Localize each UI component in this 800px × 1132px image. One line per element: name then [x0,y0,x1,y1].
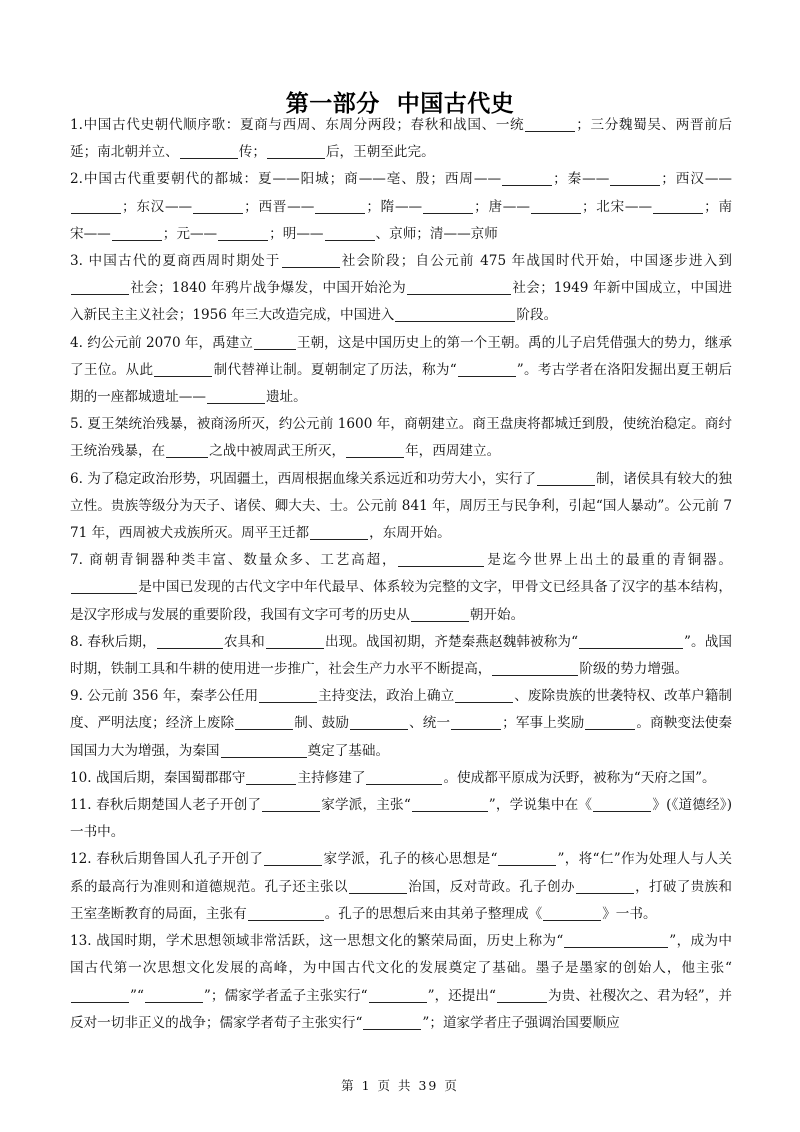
q2-seg-1: ；秦—— [553,171,610,188]
q9-seg-6: 。商鞅变法使秦国国力大为增强，为秦国 [70,715,733,759]
q10-blank-2[interactable] [366,769,442,785]
q12-blank-2[interactable] [498,850,556,866]
q2-seg-3: ；东汉—— [122,198,193,215]
q3-seg-2: 社会；1840 年鸦片战争爆发，中国开始沦为 [130,280,407,297]
q13-seg-3: ”；儒家学者孟子主张实行“ [203,987,368,1004]
q2-blank-5[interactable] [315,198,365,214]
q4-blank-1[interactable] [254,334,296,350]
question-item-6 [70,466,732,548]
q9-seg-4: 、统一 [409,715,451,732]
q13-blank-5[interactable] [497,987,547,1003]
q2-seg-4: ；西晋—— [244,198,315,215]
q4-seg-4: 遗址。 [265,389,307,406]
q2-seg-8: ；南宋—— [70,198,733,242]
q4-blank-4[interactable] [207,388,265,404]
q2-blank-8[interactable] [653,198,703,214]
q11-seg-1: 家学派，主张“ [321,797,411,814]
q1-seg-0: 1.中国古代史朝代顺序歌：夏商与西周、东周分两段；春秋和战国、一统 [70,117,525,133]
q6-blank-2[interactable] [310,524,368,540]
q12-seg-4: ，打破了贵族和王室垄断教育的局面，主张有 [70,878,733,922]
q2-seg-10: ；明—— [269,225,324,242]
q11-seg-3: 》(《道德经》) 一书中。 [70,797,732,841]
q7-blank-2[interactable] [71,578,137,594]
q1-blank-1[interactable] [525,116,575,132]
q12-seg-5: 。孔子的思想后来由其弟子整理成《 [324,905,543,922]
q4-blank-2[interactable] [154,361,212,377]
q4-seg-2: 制代替禅让制。夏朝制定了历法，称为“ [213,361,457,378]
q2-blank-10[interactable] [218,225,268,241]
q13-seg-0: 13. 战国时期，学术思想领域非常活跃，这一思想文化的繁荣局面，历史上称为“ [70,933,564,950]
q9-blank-2[interactable] [455,687,513,703]
q9-seg-3: 制、鼓励 [294,715,350,732]
q7-seg-0: 7. 商朝青铜器种类丰富、数量众多、工艺高超， [70,552,398,569]
q12-seg-3: 治国，反对苛政。孔子创办 [407,878,575,895]
q2-blank-1[interactable] [502,170,552,186]
q3-seg-4: 阶段。 [516,307,558,324]
q2-blank-2[interactable] [610,170,660,186]
question-item-1 [70,112,732,166]
q10-blank-1[interactable] [246,769,296,785]
q12-seg-2: ”，将“仁”作为处理人与人关系的最高行为准则和道德规范。孔子还主张以 [70,851,732,895]
page-footer: 第 1 页 共 39 页 [341,1078,459,1093]
q2-blank-3[interactable] [71,198,121,214]
q5-blank-1[interactable] [166,442,208,458]
q2-seg-9: ；元—— [162,225,218,242]
q6-seg-0: 6. 为了稳定政治形势，巩固疆土，西周根据血缘关系远近和功劳大小，实行了 [70,470,537,487]
q11-blank-2[interactable] [412,796,488,812]
question-item-11 [70,792,732,846]
q1-seg-1: ；三分魏蜀吴、两晋前后延；南北朝并立、 [70,117,733,161]
q4-blank-3[interactable] [458,361,516,377]
q2-seg-11: 、京师；清——京师 [375,225,498,242]
q12-seg-0: 12. 春秋后期鲁国人孔子开创了 [70,851,264,868]
question-item-13 [70,928,732,1037]
q9-seg-5: ；军事上奖励 [502,715,585,732]
question-list [70,112,732,1037]
q11-blank-3[interactable] [593,796,651,812]
q8-seg-4: 阶级的势力增强。 [579,661,689,678]
q12-seg-1: 家学派，孔子的核心思想是“ [323,851,498,868]
q8-blank-3[interactable] [579,633,683,649]
q13-seg-6: ”；道家学者庄子强调治国要顺应 [422,1014,620,1031]
q5-seg-0: 5. 夏王桀统治残暴，被商汤所灭，约公元前 1600 年，商朝建立。商王盘庚将都城迁到殷，使统治稳定。商纣王统治残暴，在 [70,416,732,460]
q9-blank-1[interactable] [259,687,317,703]
q11-seg-2: ”，学说集中在《 [488,797,593,814]
q4-seg-3: ”。考古学者在洛阳发掘出夏王朝后期的一座都城遗址—— [70,361,733,406]
q2-blank-9[interactable] [112,225,162,241]
q7-seg-2: 是中国已发现的古代文字中年代最早、体系较为完整的文字，甲骨文已经具备了汉字的基本结构，是汉字形成与发展的重要阶段，我国有文字可考的历史从 [70,579,732,623]
question-item-3 [70,248,732,330]
q3-blank-2[interactable] [71,279,129,295]
q12-blank-3[interactable] [349,878,407,894]
q13-seg-2: ”“ [130,987,144,1004]
q8-blank-1[interactable] [157,633,223,649]
q1-seg-2: 传； [238,144,266,161]
q1-blank-3[interactable] [267,143,325,159]
q13-blank-2[interactable] [71,987,129,1003]
question-item-10 [70,765,732,792]
q2-seg-6: ；唐—— [474,198,530,215]
q2-blank-6[interactable] [423,198,473,214]
q9-blank-4[interactable] [350,714,408,730]
q3-blank-1[interactable] [282,252,340,268]
q13-seg-1: ”，成为中国古代第一次思想文化发展的高峰，为中国古代文化的发展奠定了基础。墨子是墨家的创始人，他主张“ [70,933,732,977]
page-title: 第一部分 中国古代史 [285,90,515,118]
q9-blank-7[interactable] [221,742,307,758]
q9-seg-1: 主持变法，政治上确立 [318,688,455,705]
q5-seg-1: 之战中被周武王所灭， [209,443,346,460]
question-item-12 [70,846,732,928]
q1-blank-2[interactable] [180,143,238,159]
q12-blank-5[interactable] [248,905,324,921]
question-item-7 [70,547,732,629]
q9-blank-5[interactable] [451,714,501,730]
q6-blank-1[interactable] [537,470,595,486]
q12-blank-6[interactable] [543,905,601,921]
q2-seg-5: ；隋—— [366,198,423,215]
q8-seg-2: 出现。战国初期，齐楚秦燕赵魏韩被称为“ [324,633,579,650]
q9-blank-3[interactable] [235,714,293,730]
q12-blank-1[interactable] [264,850,322,866]
q6-seg-2: ，东周开始。 [369,525,451,542]
q8-seg-3: ”。战国时期，铁制工具和牛耕的使用进一步推广，社会生产力水平不断提高， [70,633,733,678]
q2-seg-2: ；西汉—— [661,171,733,188]
q8-seg-1: 农具和 [223,633,265,650]
q13-blank-1[interactable] [564,932,668,948]
q13-blank-6[interactable] [363,1014,421,1030]
q5-seg-2: 年，西周建立。 [405,443,501,460]
q13-seg-5: 为贵、社稷次之、君为轻”，并反对一切非正义的战争；儒家学者荀子主张实行“ [70,987,732,1031]
q12-seg-6: 》一书。 [602,905,657,922]
q3-blank-4[interactable] [395,306,515,322]
q1-seg-3: 后，王朝至此完。 [325,144,435,161]
q4-seg-0: 4. 约公元前 2070 年，禹建立 [70,334,253,351]
q9-seg-2: 、废除贵族的世袭特权、改革户籍制度、严明法度；经济上废除 [70,688,732,732]
q10-seg-0: 10. 战国后期，秦国蜀郡郡守 [70,769,246,786]
q8-blank-4[interactable] [492,660,578,676]
q2-blank-4[interactable] [193,198,243,214]
q7-seg-1: 是迄今世界上出土的最重的青铜器。 [485,552,733,569]
q13-blank-3[interactable] [145,987,203,1003]
question-item-2 [70,166,732,248]
q10-seg-1: 主持修建了 [297,769,366,786]
q7-seg-3: 朝开始。 [469,606,525,623]
q2-blank-11[interactable] [325,225,375,241]
q5-blank-2[interactable] [346,442,404,458]
question-item-8 [70,629,732,683]
q4-seg-1: 王朝，这是中国历史上的第一个王朝。禹的儿子启凭借强大的势力，继承了王位。从此 [70,334,732,378]
q13-blank-4[interactable] [369,987,427,1003]
q11-seg-0: 11. 春秋后期楚国人老子开创了 [70,797,262,814]
q2-blank-7[interactable] [531,198,581,214]
q2-seg-0: 2.中国古代重要朝代的都城：夏——阳城；商——亳、殷；西周—— [70,171,502,188]
q3-seg-3: 社会；1949 年新中国成立，中国进入新民主主义社会；1956 年三大改造完成，中国进入 [70,280,732,324]
q8-seg-0: 8. 春秋后期， [70,633,156,650]
q3-seg-1: 社会阶段；自公元前 475 年战国时代开始，中国逐步进入到 [340,253,732,270]
q3-blank-3[interactable] [407,279,511,295]
q7-blank-3[interactable] [411,606,469,622]
q10-seg-2: 。使成都平原成为沃野，被称为“天府之国”。 [443,769,716,786]
q9-blank-6[interactable] [585,714,635,730]
q11-blank-1[interactable] [262,796,320,812]
question-item-9 [70,683,732,765]
q6-seg-1: 制，诸侯具有较大的独立性。贵族等级分为天子、诸侯、卿大夫、士。公元前 841 年，周厉王与民争利，引起“国人暴动”。公元前 771 年，西周被犬戎族所灭。周平王迁都 [70,470,732,542]
question-item-4 [70,330,732,412]
q2-seg-7: ；北宋—— [581,198,653,215]
q13-seg-4: ”，还提出“ [427,987,496,1004]
q3-seg-0: 3. 中国古代的夏商西周时期处于 [70,253,281,270]
q9-seg-0: 9. 公元前 356 年，秦孝公任用 [70,688,259,705]
q12-blank-4[interactable] [576,878,634,894]
q9-seg-7: 奠定了基础。 [307,742,390,759]
question-item-5 [70,411,732,465]
q8-blank-2[interactable] [266,633,324,649]
q7-blank-1[interactable] [398,551,484,567]
